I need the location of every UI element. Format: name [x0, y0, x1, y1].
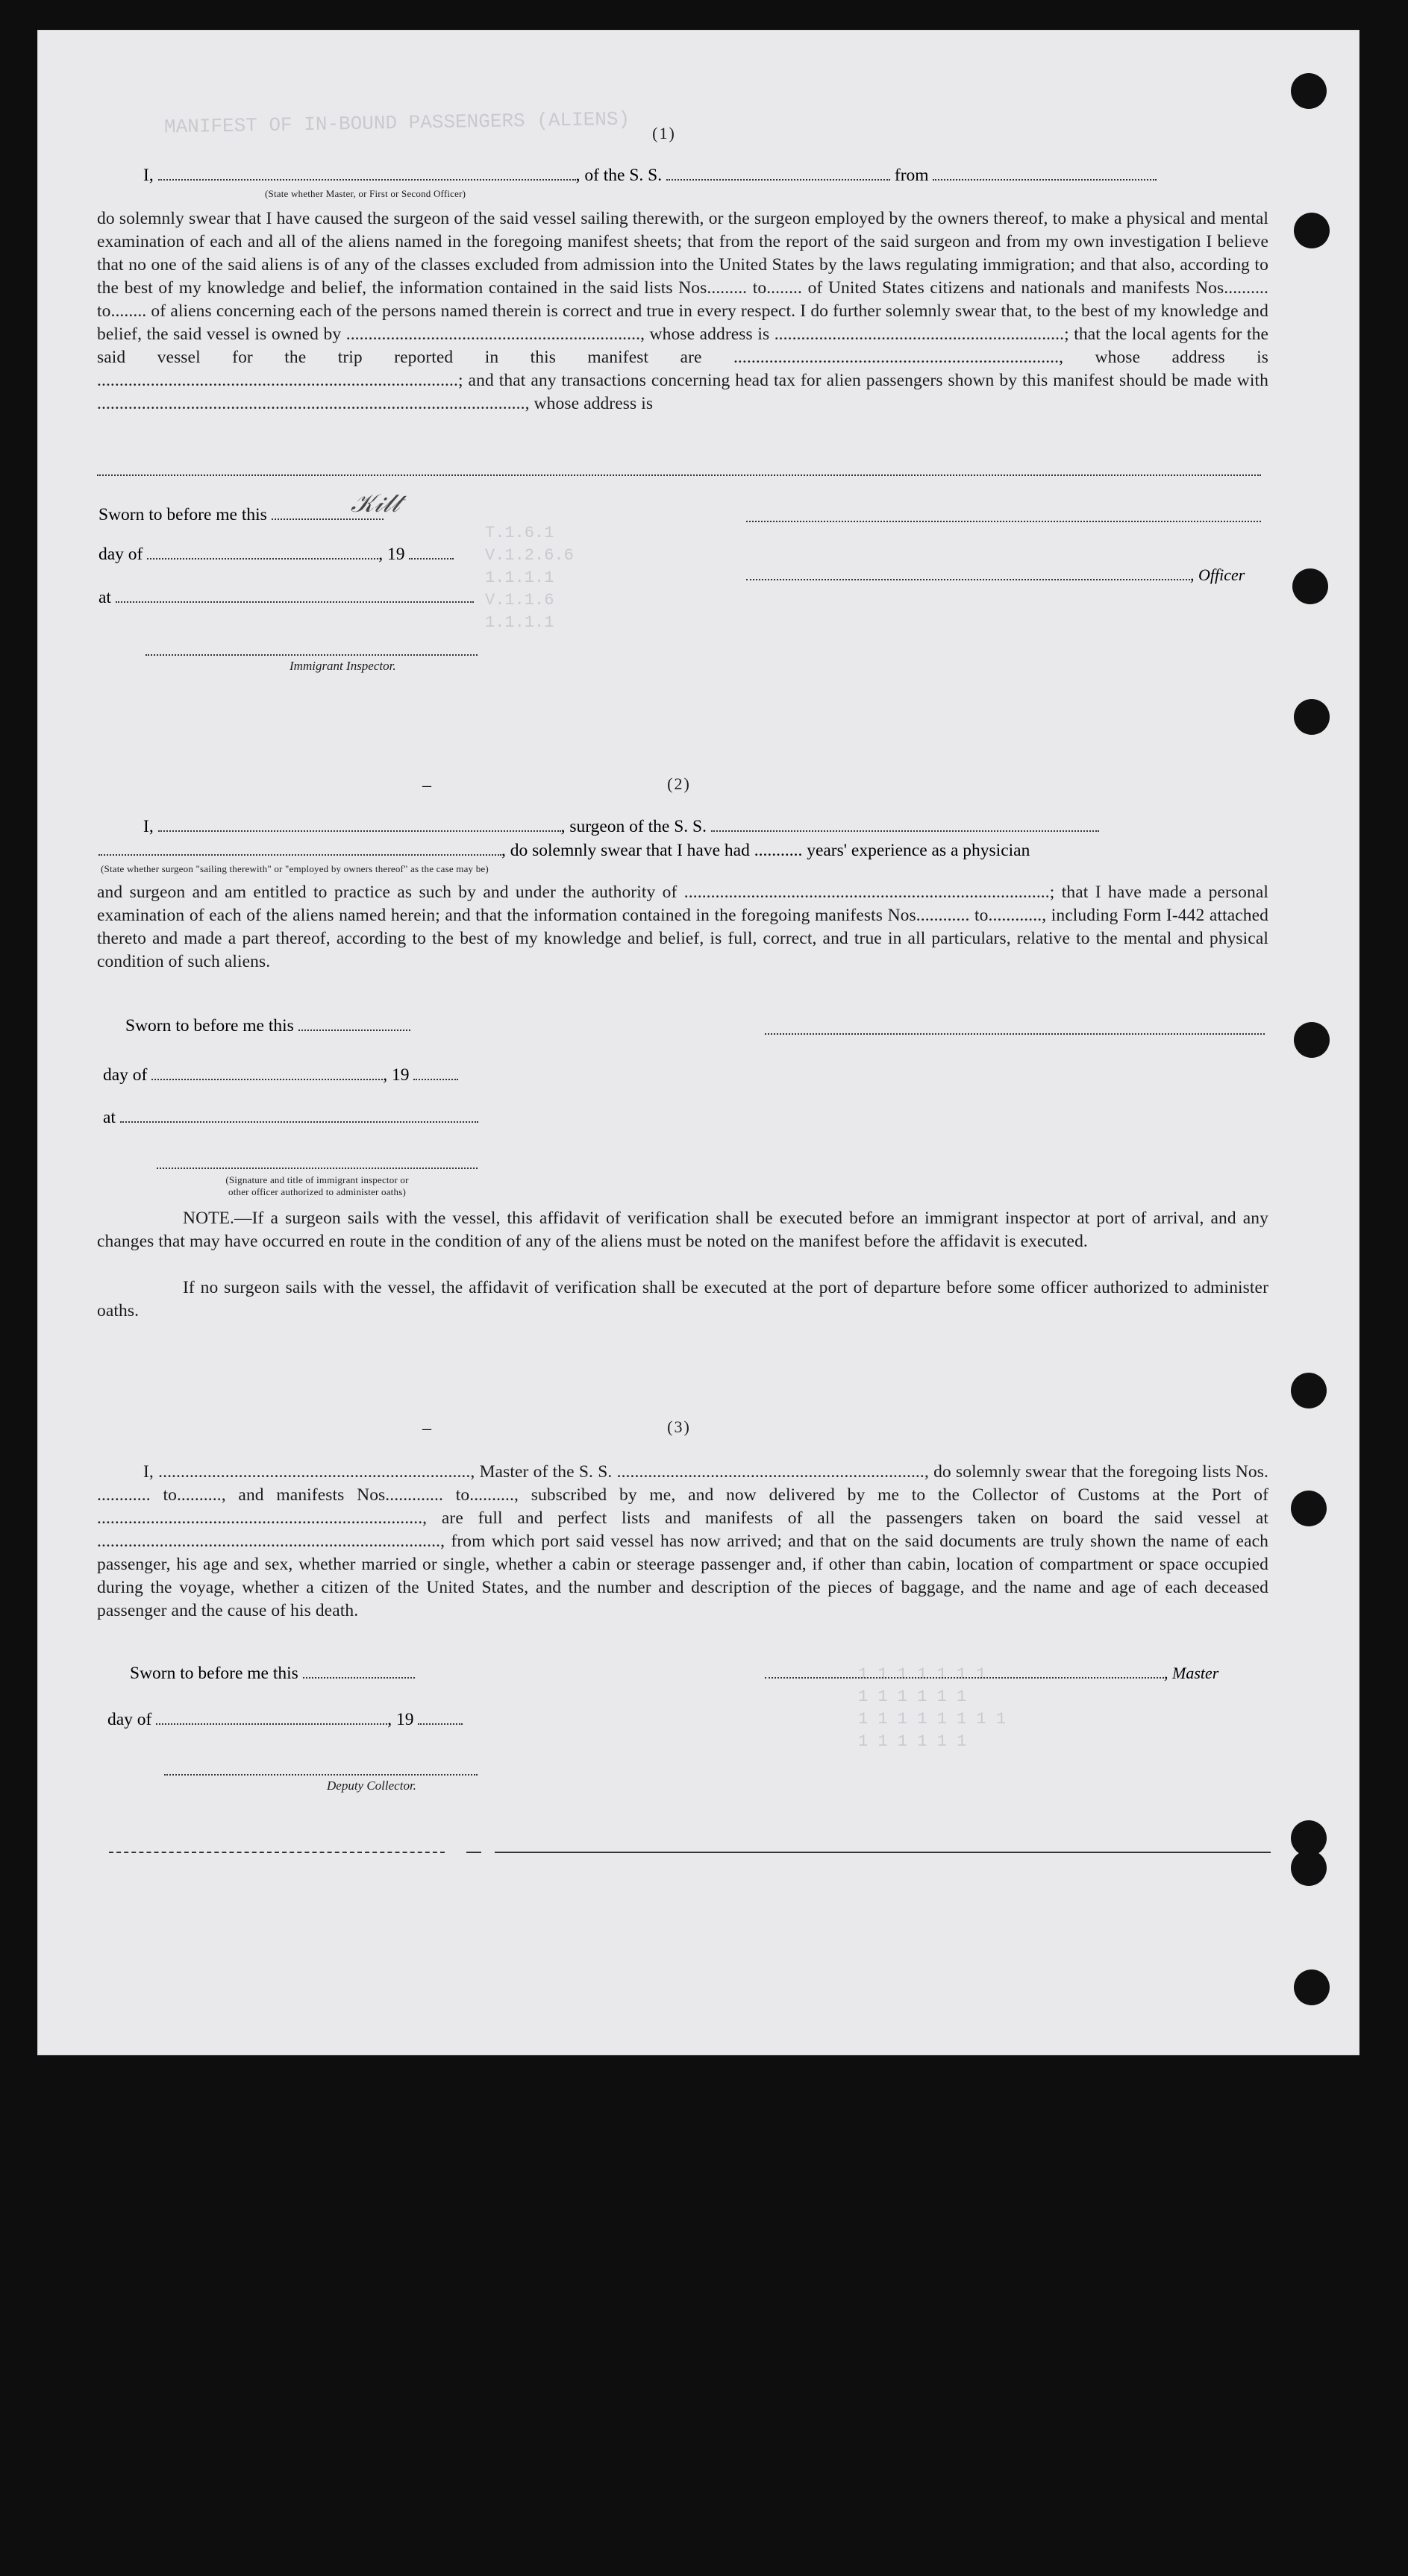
- bleed-through-text: 1 1 1 1 1 1 1 1 1 1 1 1 1 1 1 1 1 1 1 1 1 1 1 1 1 1 1: [858, 1665, 1007, 1751]
- signature-caption-line-1: (Signature and title of immigrant inspector or: [225, 1174, 409, 1185]
- bleed-through-text: MANIFEST OF IN-BOUND PASSENGERS (ALIENS): [163, 107, 631, 139]
- bottom-rule-right: [495, 1852, 1271, 1853]
- bottom-rule-mid: [466, 1852, 481, 1853]
- year-field-3[interactable]: [418, 1710, 463, 1725]
- punch-hole-icon: [1291, 1850, 1327, 1886]
- day-month-field-2[interactable]: [151, 1065, 383, 1080]
- punch-hole-icon: [1294, 1022, 1330, 1058]
- day-label-3: day of: [107, 1710, 152, 1729]
- section-separator-dash: –: [422, 1419, 431, 1438]
- administering-officer-signature-line[interactable]: [157, 1168, 478, 1169]
- year-field-2[interactable]: [413, 1065, 458, 1080]
- officer-signature-line[interactable]: [746, 521, 1261, 522]
- punch-hole-icon: [1291, 1373, 1327, 1408]
- surgeon-signature-line[interactable]: [765, 1033, 1265, 1035]
- at-place-field[interactable]: [116, 588, 474, 603]
- punch-hole-icon: [1291, 73, 1327, 109]
- section-2-first-line: [143, 817, 1099, 837]
- ship-name-field[interactable]: [666, 166, 890, 181]
- section-1-first-line: [143, 166, 1157, 186]
- surgeon-caption: (State whether surgeon "sailing therewith" or "employed by owners thereof" as the case may be): [101, 863, 489, 874]
- surgeon-type-field[interactable]: [98, 841, 501, 856]
- officer-name-field[interactable]: [158, 166, 576, 181]
- officer-label: , Officer: [1190, 565, 1245, 584]
- section-2-i-label: I,: [143, 817, 154, 836]
- sworn-row-1: [98, 505, 384, 525]
- at-row-1: [98, 588, 474, 608]
- day-month-field-3[interactable]: [156, 1710, 387, 1725]
- sworn-day-field-2[interactable]: [298, 1016, 410, 1031]
- punch-hole-icon: [1294, 699, 1330, 735]
- section-1-paragraph: do solemnly swear that I have caused the surgeon of the said vessel sailing therewith, or the surgeon employed by the owners thereof, to make a physical and mental examination of each and all of the aliens named in the foregoing manifest sheets; that from the report of the said surgeon and from my own investigation I believe that no one of the said aliens is of any of the classes excluded from admission into the United States by the laws regulating immigration; and that also, according to the best of my knowledge and belief, the information contained in the said lists Nos......... to........ of United States citizens and nationals and manifests Nos.......... to........ of aliens concerning each of the persons named therein is correct and true in every respect. I do further solemnly swear that, to the best of my knowledge and belief, the said vessel is owned by .................................................................., whose address is .................................................................; that the local agents for the said vessel for the trip reported in this manifest are ........................................................................., whose address is .................................................................................; and that any transactions concerning head tax for alien passengers shown by this manifest should be made with ................................................................................................, whose address is: [97, 209, 1268, 413]
- section-2-paragraph: and surgeon and am entitled to practice as such by and under the authority of ..................................................................................; that I have made a personal examination of each of the aliens named herein; and that the information contained in the foregoing manifests Nos............ to............, including Form I-442 attached thereto and made a part thereof, according to the best of my knowledge and belief, is full, correct, and true in all particulars, relative to the mental and physical condition of such aliens.: [97, 883, 1268, 971]
- section-2-second-line: [98, 841, 1030, 861]
- inspector-signature-line[interactable]: [146, 654, 478, 656]
- section-separator-dash: –: [422, 776, 431, 795]
- at-place-field-2[interactable]: [120, 1108, 478, 1123]
- surgeon-name-field[interactable]: [158, 817, 561, 832]
- officer-signature-field[interactable]: [746, 565, 1190, 580]
- inspector-caption: Immigrant Inspector.: [290, 659, 396, 673]
- at-label: at: [98, 588, 111, 607]
- sworn-label-2: Sworn to before me this: [125, 1016, 294, 1035]
- divider-dotted: [97, 474, 1261, 476]
- handwritten-mark-icon: 𝒦𝒾𝓁𝓉: [351, 489, 400, 518]
- sworn-row-2: [125, 1016, 410, 1036]
- punch-hole-icon: [1294, 1969, 1330, 2005]
- from-label: from: [894, 166, 929, 185]
- year-label-2: , 19: [383, 1065, 410, 1085]
- punch-hole-icon: [1291, 1491, 1327, 1526]
- officer-caption: (State whether Master, or First or Second Officer): [265, 188, 466, 199]
- surgeon-ship-label: , surgeon of the S. S.: [560, 817, 707, 836]
- section-3-paragraph: I, ......................................................................, Master of the S. S. ....................................................................., do solemnly swear that the foregoing lists Nos. ............ to.........., and manifests Nos............. to.........., subscribed by me, and now delivered by me to the Collector of Customs at the Port of ........................................................................., are full and perfect lists and manifests of all the passengers taken on board the said vessel at ............................................................................., from which port said vessel has now arrived; and that on the said documents are truly shown the name of each passenger, his age and sex, whether married or single, whether a cabin or steerage passenger and, if other than cabin, location of compartment or space occupied during the voyage, whether a citizen of the United States, and the number and description of the pieces of baggage, and the name and age of each deceased passenger and the cause of his death.: [97, 1462, 1268, 1620]
- punch-hole-icon: [1294, 213, 1330, 248]
- sworn-row-3: [130, 1664, 415, 1684]
- day-row-1: [98, 545, 454, 565]
- day-row-2: [103, 1065, 458, 1085]
- sworn-label: Sworn to before me this: [98, 505, 267, 524]
- year-label: , 19: [378, 545, 405, 564]
- section-3-number: (3): [667, 1417, 691, 1436]
- section-1-ship-label: , of the S. S.: [575, 166, 663, 185]
- bottom-rule-left: [109, 1852, 445, 1853]
- collector-caption: Deputy Collector.: [327, 1779, 416, 1793]
- punch-hole-icon: [1292, 568, 1328, 604]
- surgeon-oath-label: , do solemnly swear that I have had ........... years' experience as a physician: [501, 841, 1030, 860]
- from-port-field[interactable]: [933, 166, 1157, 181]
- day-label-2: day of: [103, 1065, 148, 1085]
- sworn-label-3: Sworn to before me this: [130, 1664, 298, 1683]
- day-label: day of: [98, 545, 143, 564]
- year-label-3: , 19: [387, 1710, 414, 1729]
- surgeon-ship-field[interactable]: [711, 817, 1099, 832]
- document-page: [37, 30, 1359, 2055]
- collector-signature-line[interactable]: [164, 1774, 478, 1776]
- day-month-field[interactable]: [147, 545, 378, 560]
- master-row: [765, 1664, 1218, 1684]
- at-row-2: [103, 1108, 478, 1128]
- signature-caption-line-2: other officer authorized to administer oaths): [228, 1186, 406, 1197]
- bleed-through-text: T.1.6.1 V.1.2.6.6 1.1.1.1 V.1.1.6 1.1.1.1: [485, 524, 574, 632]
- note-paragraph-2: If no surgeon sails with the vessel, the affidavit of verification shall be executed at the port of departure before some officer authorized to administer oaths.: [97, 1278, 1268, 1320]
- section-1-i-label: I,: [143, 166, 154, 185]
- officer-row: [746, 565, 1245, 586]
- master-signature-field[interactable]: [765, 1664, 1164, 1679]
- year-field[interactable]: [409, 545, 454, 560]
- section-1-number: (1): [652, 124, 676, 142]
- section-2-number: (2): [667, 774, 691, 793]
- sworn-day-field-3[interactable]: [303, 1664, 415, 1679]
- note-paragraph-1: NOTE.—If a surgeon sails with the vessel, this affidavit of verification shall be executed before an immigrant inspector at port of arrival, and any changes that may have occurred en route in the condition of any of the aliens must be noted on the manifest before the affidavit is executed.: [97, 1209, 1268, 1251]
- master-label: , Master: [1164, 1664, 1219, 1682]
- at-label-2: at: [103, 1108, 116, 1127]
- day-row-3: [107, 1710, 463, 1730]
